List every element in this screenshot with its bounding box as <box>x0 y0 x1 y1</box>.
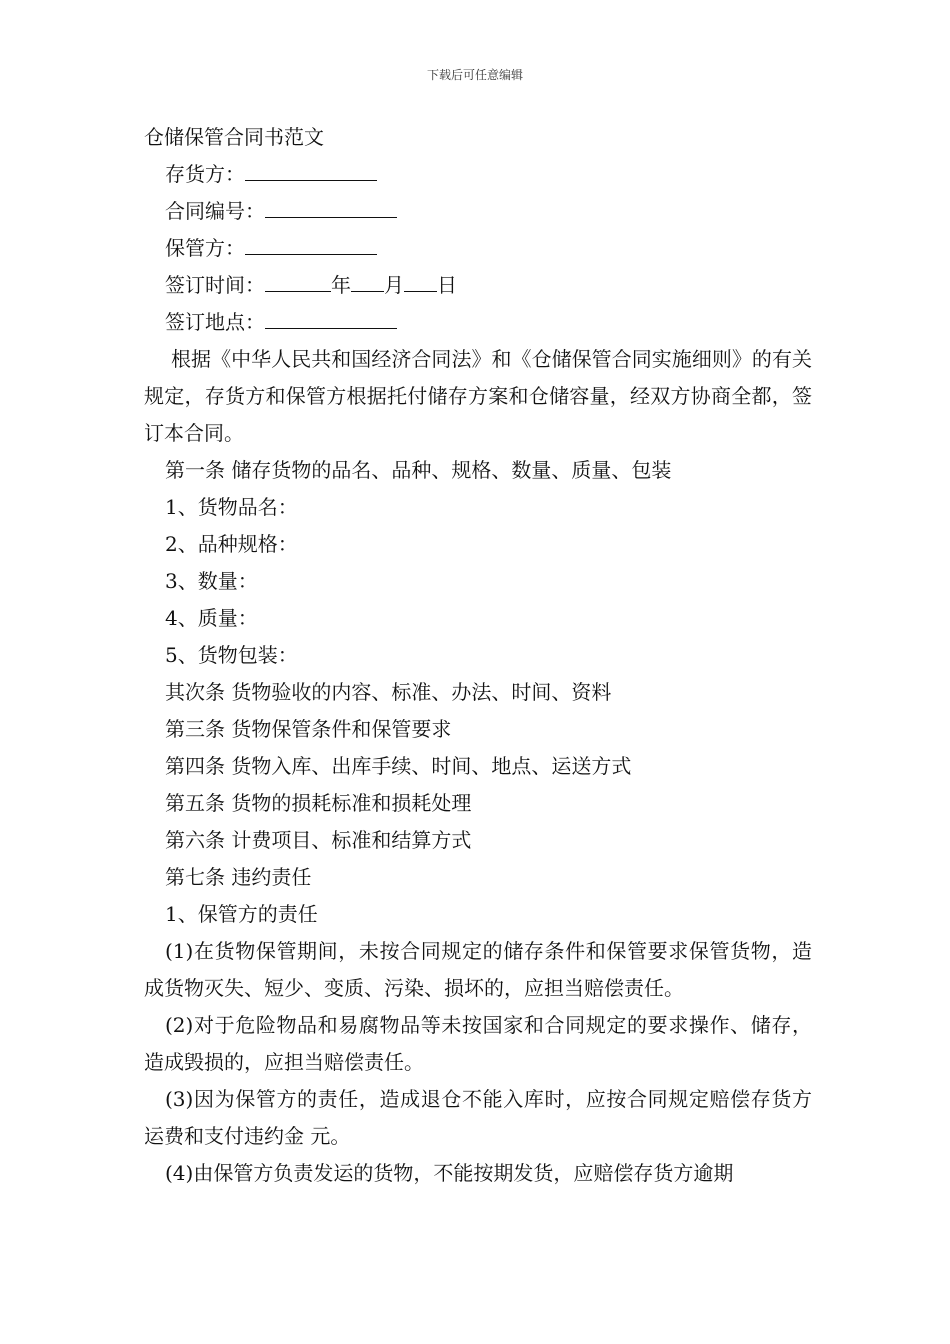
liability-clause: (1)在货物保管期间，未按合同规定的储存条件和保管要求保管货物，造成货物灭失、短少、变质、污染、损坏的，应担当赔偿责任。 <box>144 939 812 1000</box>
header-note: 下载后可任意编辑 <box>426 68 523 82</box>
article-heading: 第六条 计费项目、标准和结算方式 <box>165 828 472 852</box>
custodian-liability-heading: 1、保管方的责任 <box>165 902 318 926</box>
month-label: 月 <box>384 273 404 297</box>
article-1-heading: 第一条 储存货物的品名、品种、规格、数量、质量、包装 <box>165 458 672 482</box>
field-sign-time-label: 签订时间： <box>165 273 265 297</box>
day-blank <box>404 269 437 292</box>
contract-no-blank <box>265 195 397 218</box>
depositor-blank <box>245 158 377 181</box>
article-1-item: 4、质量： <box>165 606 258 630</box>
document-title: 仓储保管合同书范文 <box>144 125 324 149</box>
contract-document <box>144 119 812 1192</box>
field-contract-no <box>144 193 812 230</box>
field-sign-place <box>144 304 812 341</box>
liability-clause: (2)对于危险物品和易腐物品等未按国家和合同规定的要求操作、储存，造成毁损的，应担当赔偿责任。 <box>144 1013 812 1074</box>
preamble-paragraph: 根据《中华人民共和国经济合同法》和《仓储保管合同实施细则》的有关规定，存货方和保管方根据托付储存方案和仓储容量，经双方协商全都，签订本合同。 <box>144 347 812 445</box>
article-1-item: 5、货物包装： <box>165 643 298 667</box>
article-1-item: 3、数量： <box>165 569 258 593</box>
article-heading: 第七条 违约责任 <box>165 865 312 889</box>
field-custodian <box>144 230 812 267</box>
year-blank <box>265 269 331 292</box>
article-heading: 第四条 货物入库、出库手续、时间、地点、运送方式 <box>165 754 632 778</box>
field-sign-place-label: 签订地点： <box>165 310 265 334</box>
article-1-item: 1、货物品名： <box>165 495 298 519</box>
day-label: 日 <box>437 273 457 297</box>
field-contract-no-label: 合同编号： <box>165 199 265 223</box>
article-heading: 其次条 货物验收的内容、标准、办法、时间、资料 <box>165 680 612 704</box>
year-label: 年 <box>331 273 351 297</box>
article-heading: 第五条 货物的损耗标准和损耗处理 <box>165 791 472 815</box>
field-depositor-label: 存货方： <box>165 162 245 186</box>
month-blank <box>351 269 384 292</box>
field-depositor <box>144 156 812 193</box>
custodian-blank <box>245 232 377 255</box>
liability-clause: (4)由保管方负责发运的货物，不能按期发货，应赔偿存货方逾期 <box>165 1161 734 1185</box>
article-1-item: 2、品种规格： <box>165 532 298 556</box>
sign-place-blank <box>265 306 397 329</box>
field-custodian-label: 保管方： <box>165 236 245 260</box>
field-sign-time <box>144 267 812 304</box>
liability-clause: (3)因为保管方的责任，造成退仓不能入库时，应按合同规定赔偿存货方运费和支付违约金 元。 <box>144 1087 812 1148</box>
article-heading: 第三条 货物保管条件和保管要求 <box>165 717 452 741</box>
